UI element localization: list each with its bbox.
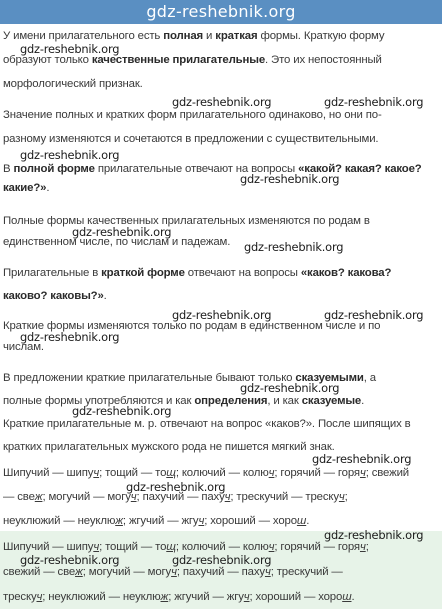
highlighted-letter: ч — [243, 591, 250, 603]
example-text: ; тощий — то — [99, 541, 167, 553]
watermark-16: gdz-reshebnik.org — [20, 553, 120, 567]
p3-line-2: какие?». — [3, 182, 50, 194]
example-text: ; колючий — колю — [175, 541, 269, 553]
example-text: ; колючий — колю — [175, 467, 269, 479]
example-text: ; горячий — горя — [274, 467, 360, 479]
watermark-2: gdz-reshebnik.org — [172, 95, 272, 109]
example-text: свежий — све — [3, 566, 76, 578]
watermark-9: gdz-reshebnik.org — [324, 308, 424, 322]
example-text: ; неуклюжий — неуклю — [42, 591, 161, 603]
highlighted-letter: ч — [171, 566, 177, 578]
highlighted-letter: ч — [36, 591, 43, 603]
highlighted-letter: ж — [115, 515, 123, 527]
p6-line-1: Краткие формы изменяются только по родам в единственном числе и по — [3, 320, 381, 332]
highlighted-letter: ж — [160, 591, 169, 603]
highlighted-letter: ч — [224, 491, 231, 503]
example-1-line-3 — [3, 514, 309, 528]
highlighted-letter: ж — [34, 491, 43, 503]
p3-line-1: В полной форме прилагательные отвечают на вопросы «какой? какая? какое? — [3, 163, 422, 175]
watermark-13: gdz-reshebnik.org — [312, 452, 412, 466]
watermark-1: gdz-reshebnik.org — [20, 42, 120, 56]
site-banner — [0, 0, 442, 24]
example-text: . — [306, 515, 310, 527]
example-text: ; пахучий — паху — [176, 566, 265, 578]
watermark-3: gdz-reshebnik.org — [324, 95, 424, 109]
highlighted-letter: щ — [166, 467, 176, 479]
example-text: неуклюжий — неуклю — [3, 515, 116, 527]
highlighted-letter: ч — [264, 566, 271, 578]
example-text: Шипучий — шипу — [3, 467, 94, 479]
p7-line-1: В предложении краткие прилагательные бывают только сказуемыми, а — [3, 372, 376, 384]
example-text: ; могучий — могу — [42, 491, 131, 503]
p4-line-1: Полные формы качественных прилагательных изменяются по родам в — [3, 215, 370, 227]
site-banner-title: gdz-reshebnik.org — [146, 2, 296, 21]
example-text: — све — [3, 491, 35, 503]
highlighted-letter: ч — [338, 491, 345, 503]
example-2-line-3 — [3, 590, 355, 604]
highlighted-letter: ж — [75, 566, 83, 578]
watermark-14: gdz-reshebnik.org — [126, 480, 226, 494]
example-1-line-1 — [3, 466, 409, 480]
highlighted-letter: ч — [359, 541, 366, 553]
example-text: ; — [365, 541, 369, 553]
example-text: ; свежий — [365, 467, 410, 479]
highlighted-letter: ч — [130, 491, 137, 503]
example-text: ; трескучий — — [270, 566, 343, 578]
watermark-8: gdz-reshebnik.org — [172, 308, 272, 322]
example-text: треску — [3, 591, 37, 603]
p8-line-2: кратких прилагательных мужского рода не пишется мягкий знак. — [3, 441, 335, 453]
example-2-line-2 — [3, 565, 343, 579]
example-text: Шипучий — шипу — [3, 541, 94, 553]
highlighted-letter: ч — [268, 467, 275, 479]
highlighted-letter: ш — [296, 515, 307, 527]
watermark-12: gdz-reshebnik.org — [72, 404, 172, 418]
example-text: . — [351, 591, 355, 603]
highlighted-letter: ш — [342, 591, 352, 603]
watermark-15: gdz-reshebnik.org — [324, 528, 424, 542]
example-text: ; горячий — горя — [274, 541, 360, 553]
p5-line-1: Прилагательные в краткой форме отвечают на вопросы «каков? какова? — [3, 267, 392, 279]
highlighted-letter: ч — [198, 515, 205, 527]
watermark-11: gdz-reshebnik.org — [240, 381, 340, 395]
p1-line-2: образуют только качественные прилагательные. Это их непостоянный — [3, 54, 382, 66]
example-text: ; — [344, 491, 348, 503]
p4-line-2: единственном числе, по числам и падежам. — [3, 236, 231, 248]
watermark-4: gdz-reshebnik.org — [20, 148, 120, 162]
p5-line-2: каково? каковы?». — [3, 290, 107, 302]
highlighted-letter: щ — [166, 541, 176, 553]
p2-line-1: Значение полных и кратких форм прилагательного одинаково, но они по- — [3, 109, 382, 121]
p8-line-1: Краткие прилагательные м. р. отвечают на вопрос «каков?». После шипящих в — [3, 418, 411, 430]
p6-line-2: числам. — [3, 341, 44, 353]
highlighted-letter: ч — [93, 467, 100, 479]
watermark-17: gdz-reshebnik.org — [172, 553, 272, 567]
highlighted-letter: ч — [93, 541, 100, 553]
p2-line-2: разному изменяются и сочетаются в предложении с существительными. — [3, 133, 379, 145]
example-2-line-1 — [3, 540, 369, 554]
example-text: ; пахучий — паху — [136, 491, 225, 503]
example-text: ; могучий — могу — [82, 566, 172, 578]
p7-line-2: полные формы употребляются и как определения, и как сказуемые. — [3, 395, 365, 407]
highlighted-letter: ч — [359, 467, 366, 479]
example-text: ; хороший — хоро — [204, 515, 297, 527]
watermark-5: gdz-reshebnik.org — [240, 172, 340, 186]
highlighted-letter: ч — [268, 541, 275, 553]
example-text: ; жгучий — жгу — [168, 591, 244, 603]
p1-line-3: морфологический признак. — [3, 78, 143, 90]
example-text: ; трескучий — треску — [230, 491, 339, 503]
example-text: ; тощий — то — [99, 467, 167, 479]
example-text: ; хороший — хоро — [249, 591, 343, 603]
p1-line-1: У имени прилагательного есть полная и краткая формы. Краткую форму — [3, 30, 385, 42]
watermark-6: gdz-reshebnik.org — [72, 225, 172, 239]
watermark-7: gdz-reshebnik.org — [244, 240, 344, 254]
watermark-10: gdz-reshebnik.org — [20, 330, 120, 344]
example-text: ; жгучий — жгу — [122, 515, 199, 527]
